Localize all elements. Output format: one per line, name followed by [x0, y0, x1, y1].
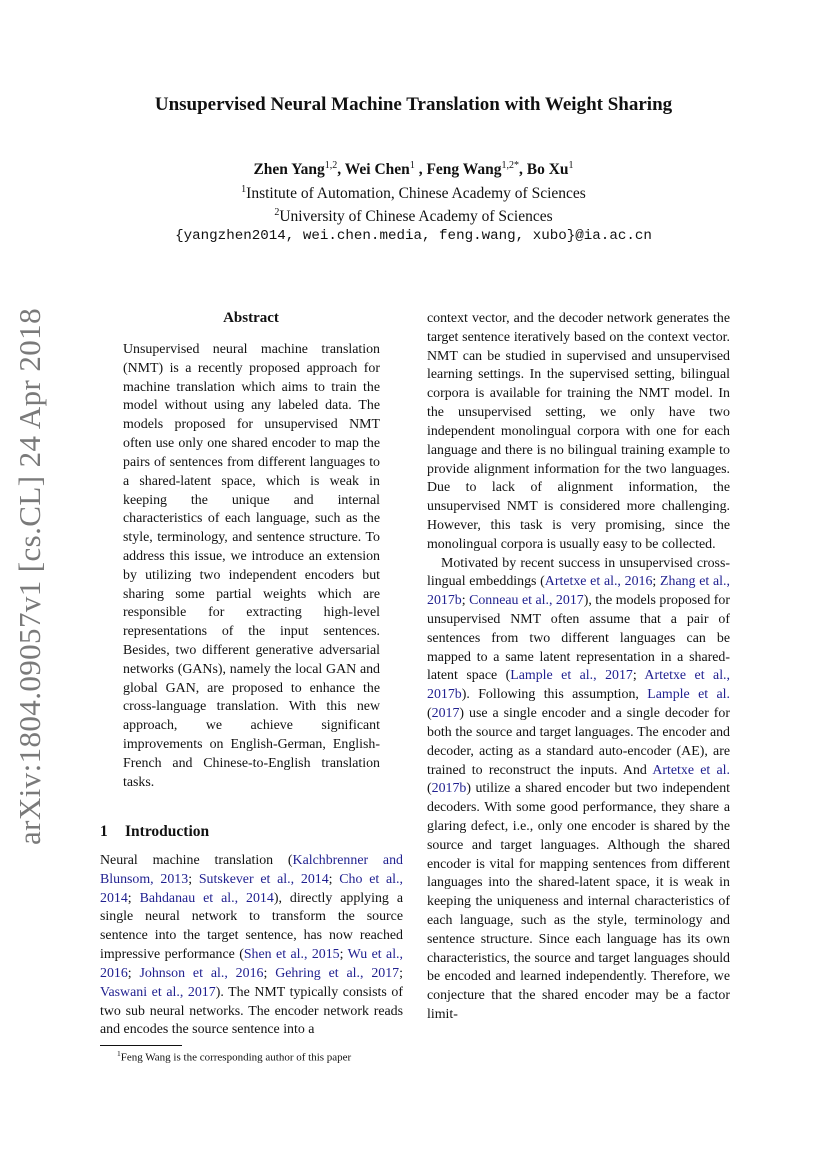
- citation-link[interactable]: Artetxe et al., 2016: [544, 574, 653, 590]
- citation-link[interactable]: Shen et al., 2015: [243, 947, 340, 963]
- author-name: Wei Chen: [344, 161, 410, 179]
- author-block: [0, 156, 827, 246]
- author-list: Zhen Yang$^{1,2}$, Wei Chen$^1$ , Feng Wang$^{1,2*}$, Bo Xu$^1$: [253, 160, 574, 179]
- citation-link[interactable]: Artetxe et al.: [652, 762, 730, 778]
- affiliation: $^2$University of Chinese Academy of Sciences: [274, 207, 553, 226]
- citation-link[interactable]: Bahdanau et al., 2014: [139, 890, 274, 906]
- citation-link[interactable]: Cho et al., 2014: [100, 871, 403, 906]
- footnote-rule: [100, 1045, 182, 1046]
- citation-link[interactable]: Sutskever et al., 2014: [198, 871, 329, 887]
- citation-link[interactable]: Zhang et al., 2017b: [427, 574, 730, 609]
- introduction-left-column: [100, 852, 403, 1040]
- paragraph: context vector, and the decoder network generates the target sentence iteratively based on the context vector. NMT can be studied in supervised and unsupervised learning settings. In the supervised setting, bilingual corpora is available for training the NMT model. In the unsupervised setting, we only have two independent monolingual corpora with one for each language and there is no bilingual training example to provide alignment information for the two languages. Due to lack of alignment information, the unsupervised NMT is considered more challenging. However, this task is very promising, since the monolingual corpora is usually easy to be collected.: [427, 311, 730, 552]
- paper-title: Unsupervised Neural Machine Translation with Weight Sharing: [154, 94, 673, 115]
- paragraph: Motivated by recent success in unsupervised cross-lingual embeddings (Artetxe et al., 2016; Zhang et al., 2017b; Conneau et al., 2017), the models proposed for unsupervised NMT often assume that a pair of sentences from two different languages can be mapped to a same latent representation in a shared-latent space (Lample et al., 2017; Artetxe et al., 2017b). Following this assumption, Lample et al. (2017) use a single encoder and a single decoder for both the source and target languages. The encoder and decoder, acting as a standard auto-encoder (AE), are trained to reconstruct the inputs. And Artetxe et al. (2017b) utilize a shared encoder but two independent decoders. With some good performance, they share a glaring defect, i.e., only one encoder is shared by the source and target languages. Although the shared encoder is vital for mapping sentences from different languages into the shared-latent space, it is weak in keeping the uniqueness and internal characteristics of each language, such as the style, terminology and sentence structure. Since each language has its own characteristics, the source and target languages should be encoded and learned independently. Therefore, we conjecture that the shared encoder may be a factor limit-: [427, 555, 730, 1023]
- section-title: Introduction: [125, 823, 210, 840]
- citation-link[interactable]: 2017: [431, 706, 460, 722]
- footnote-text: Feng Wang is the corresponding author of this paper: [120, 1051, 352, 1064]
- author-affiliation-mark: 1,2: [324, 160, 338, 171]
- abstract-text: Unsupervised neural machine translation (NMT) is a recently proposed approach for machine translation which aims to train the model without using any labeled data. The models proposed for unsupervised NMT often use only one shared encoder to map the pairs of sentences from different languages to a shared-latent space, which is weak in keeping the unique and internal characteristics of each language, such as the style, terminology, and sentence structure. To address this issue, we introduce an extension by utilizing two independent encoders but sharing some partial weights which are responsible for extracting high-level representations of the input sentences. Besides, two different generative adversarial networks (GANs), namely the local GAN and global GAN, are proposed to enhance the cross-language translation. With this new approach, we achieve significant improvements on English-German, English-French and Chinese-to-English translation tasks.: [123, 342, 380, 790]
- citation-link[interactable]: Artetxe et al., 2017b: [427, 668, 730, 703]
- citation-link[interactable]: 2017b: [431, 781, 467, 797]
- paragraph: Neural machine translation (Kalchbrenner and Blunsom, 2013; Sutskever et al., 2014; Cho et al., 2014; Bahdanau et al., 2014), directly applying a single neural network to transform the source sentence into the target sentence, has now reached impressive performance (Shen et al., 2015; Wu et al., 2016; Johnson et al., 2016; Gehring et al., 2017; Vaswani et al., 2017). The NMT typically consists of two sub neural networks. The encoder network reads and encodes the source sentence into a: [100, 853, 403, 1038]
- author-affiliation-mark: 1,2*: [501, 160, 520, 171]
- section-heading-introduction: [100, 823, 209, 841]
- footnote-mark: 1: [117, 1049, 121, 1058]
- section-number: 1: [100, 823, 108, 840]
- citation-link[interactable]: Lample et al.: [647, 687, 730, 703]
- author-emails: {yangzhen2014, wei.chen.media, feng.wang, xubo}@ia.ac.cn: [175, 227, 652, 244]
- author-affiliation-mark: 1: [568, 160, 574, 171]
- author-name: Bo Xu: [526, 161, 569, 179]
- citation-link[interactable]: Wu et al., 2016: [100, 947, 403, 981]
- citation-link[interactable]: Gehring et al., 2017: [275, 965, 400, 981]
- citation-link[interactable]: Conneau et al., 2017: [469, 593, 584, 609]
- affiliation: $^1$Institute of Automation, Chinese Academy of Sciences: [241, 183, 586, 202]
- citation-link[interactable]: Johnson et al., 2016: [139, 965, 264, 981]
- citation-link[interactable]: Kalchbrenner and Blunsom, 2013: [100, 853, 403, 887]
- abstract-body: [123, 341, 380, 793]
- author-affiliation-mark: 1: [409, 160, 415, 171]
- introduction-right-column: [427, 310, 730, 1025]
- author-name: Feng Wang: [426, 161, 502, 179]
- citation-link[interactable]: Vaswani et al., 2017: [100, 984, 216, 1000]
- citation-link[interactable]: Lample et al., 2017: [510, 668, 633, 684]
- abstract-heading: Abstract: [223, 310, 279, 326]
- author-name: Zhen Yang: [253, 161, 325, 179]
- arxiv-identifier: arXiv:1804.09057v1 [cs.CL] 24 Apr 2018: [12, 308, 47, 845]
- footnote: [100, 1047, 403, 1065]
